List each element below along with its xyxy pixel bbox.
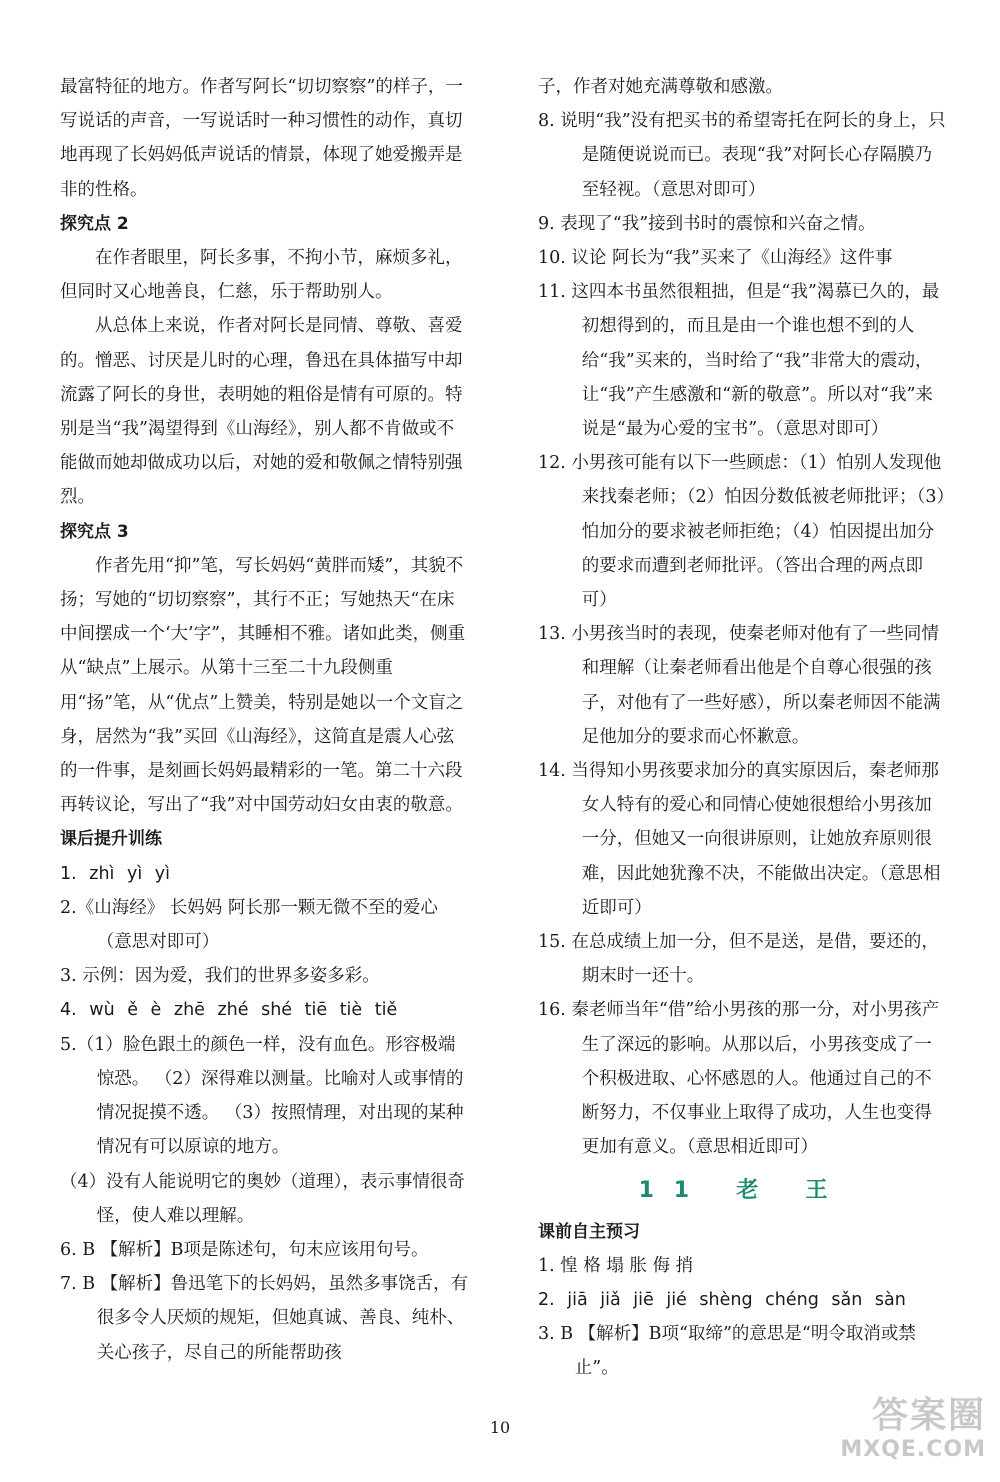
- answer-paragraph: 12. 小男孩可能有以下一些顾虑：（1）怕别人发现他来找秦老师；（2）怕因分数低被老师批评；（3）怕加分的要求被老师拒绝；（4）怕因提出加分的要求而遭到老师批评。（答出合理的两点即可）: [538, 453, 946, 611]
- answer-paragraph: 8. 说明“我”没有把买书的希望寄托在阿长的身上，只是随便说说而已。表现“我”对阿长心存隔膜乃至轻视。（意思对即可）: [538, 111, 946, 200]
- answer-paragraph: 4. wù ě è zhē zhé shé tiē tiè tiě: [60, 1000, 398, 1021]
- answer-paragraph: 11. 这四本书虽然很粗拙，但是“我”渴慕已久的，最初想得到的，而且是由一个谁也想不到的人给“我”买来的，当时给了“我”非常大的震动，让“我”产生感激和“新的敬意”。所以对“我”来说是“最为心爱的宝书”。（意思对即可）: [538, 282, 940, 440]
- answer-paragraph: 2. jiā jiǎ jiē jié shèng chéng sǎn sàn: [538, 1289, 906, 1310]
- answer-paragraph: 在作者眼里，阿长多事，不拘小节，麻烦多礼，但同时又心地善良，仁慈，乐于帮助别人。: [60, 248, 463, 303]
- left-column: [60, 70, 470, 1370]
- answer-paragraph: 最富特征的地方。作者写阿长“切切察察”的样子，一写说话的声音，一写说话时一种习惯性的动作，真切地再现了长妈妈低声说话的情景，体现了她爱搬弄是非的性格。: [60, 77, 463, 200]
- section-heading: 探究点 3: [60, 521, 129, 542]
- watermark-logo-text: 答案圈: [871, 1395, 986, 1436]
- answer-paragraph: 7. B 【解析】鲁迅笔下的长妈妈，虽然多事饶舌，有很多令人厌烦的规矩，但她真诚、善良、纯朴、关心孩子，尽自己的所能帮助孩: [60, 1274, 469, 1363]
- answer-paragraph: 3. B 【解析】B项“取缔”的意思是“明令取消或禁止”。: [538, 1324, 916, 1379]
- answer-paragraph: 1. 惶 格 塌 胀 侮 捎: [538, 1255, 694, 1276]
- answer-paragraph: 16. 秦老师当年“借”给小男孩的那一分，对小男孩产生了深远的影响。从那以后，小男孩变成了一个积极进取、心怀感恩的人。他通过自己的不断努力，不仅事业上取得了成功，人生也变得更加有意义。（意思相近即可）: [538, 1000, 940, 1158]
- answer-paragraph: 1. zhì yì yì: [60, 863, 170, 884]
- answer-paragraph: 6. B 【解析】B项是陈述句，句末应该用句号。: [60, 1239, 429, 1260]
- watermark-logo: [816, 1394, 986, 1474]
- right-column-answers: [538, 70, 948, 1165]
- answer-paragraph: （4）没有人能说明它的奥妙（道理），表示事情很奇怪，使人难以理解。: [60, 1171, 465, 1226]
- answer-paragraph: 5.（1）脸色跟土的颜色一样，没有血色。形容极端惊恐。 （2）深得难以测量。比喻对人或事情的情况捉摸不透。 （3）按照情理，对出现的某种情况有可以原谅的地方。: [60, 1034, 464, 1158]
- answer-paragraph: 13. 小男孩当时的表现，使秦老师对他有了一些同情和理解（让秦老师看出他是个自尊心很强的孩子，对他有了一些好感），所以秦老师因不能满足他加分的要求而心怀歉意。: [538, 624, 941, 747]
- section-heading: 课后提升训练: [60, 829, 162, 850]
- right-column: [538, 70, 948, 1386]
- watermark-url: MXQE.COM: [840, 1437, 986, 1462]
- answer-paragraph: 15. 在总成绩上加一分，但不是送，是借，要还的，期末时一还十。: [538, 932, 939, 987]
- right-column-preview: [538, 1215, 948, 1386]
- answer-paragraph: 从总体上来说，作者对阿长是同情、尊敬、喜爱的。憎恶、讨厌是儿时的心理，鲁迅在具体描写中却流露了阿长的身世，表明她的粗俗是情有可原的。特别是当“我”渴望得到《山海经》，别人都不肯做或不能做而她却做成功以后，对她的爱和敬佩之情特别强烈。: [60, 316, 463, 508]
- lesson-title: 11 老 王: [638, 1177, 848, 1203]
- answer-paragraph: 2.《山海经》 长妈妈 阿长那一颗无微不至的爱心（意思对即可）: [60, 897, 438, 953]
- answer-paragraph: 14. 当得知小男孩要求加分的真实原因后，秦老师那女人特有的爱心和同情心使她很想给小男孩加一分，但她又一向很讲原则，让她放弃原则很难，因此她犹豫不决，不能做出决定。（意思相近即可）: [538, 761, 941, 918]
- answer-paragraph: 3. 示例：因为爱，我们的世界多姿多彩。: [60, 966, 380, 987]
- answer-paragraph: 10. 议论 阿长为“我”买来了《山海经》这件事: [538, 248, 893, 269]
- answer-paragraph: 作者先用“抑”笔，写长妈妈“黄胖而矮”，其貌不扬；写她的“切切察察”，其行不正；写她热天“在床中间摆成一个‘大’字”，其睡相不雅。诸如此类，侧重从“缺点”上展示。从第十三至二十九段侧重用“扬”笔，从“优点”上赞美，特别是她以一个文盲之身，居然为“我”买回《山海经》，这简直是震人心弦的一件事，是刻画长妈妈最精彩的一笔。第二十六段再转议论，写出了“我”对中国劳动妇女由衷的敬意。: [60, 555, 466, 816]
- section-heading: 探究点 2: [60, 213, 129, 234]
- answer-paragraph: 9. 表现了“我”接到书时的震惊和兴奋之情。: [538, 213, 876, 234]
- page-number: 10: [489, 1418, 511, 1437]
- answer-paragraph: 子，作者对她充满尊敬和感激。: [538, 77, 783, 97]
- section-heading: 课前自主预习: [538, 1221, 640, 1242]
